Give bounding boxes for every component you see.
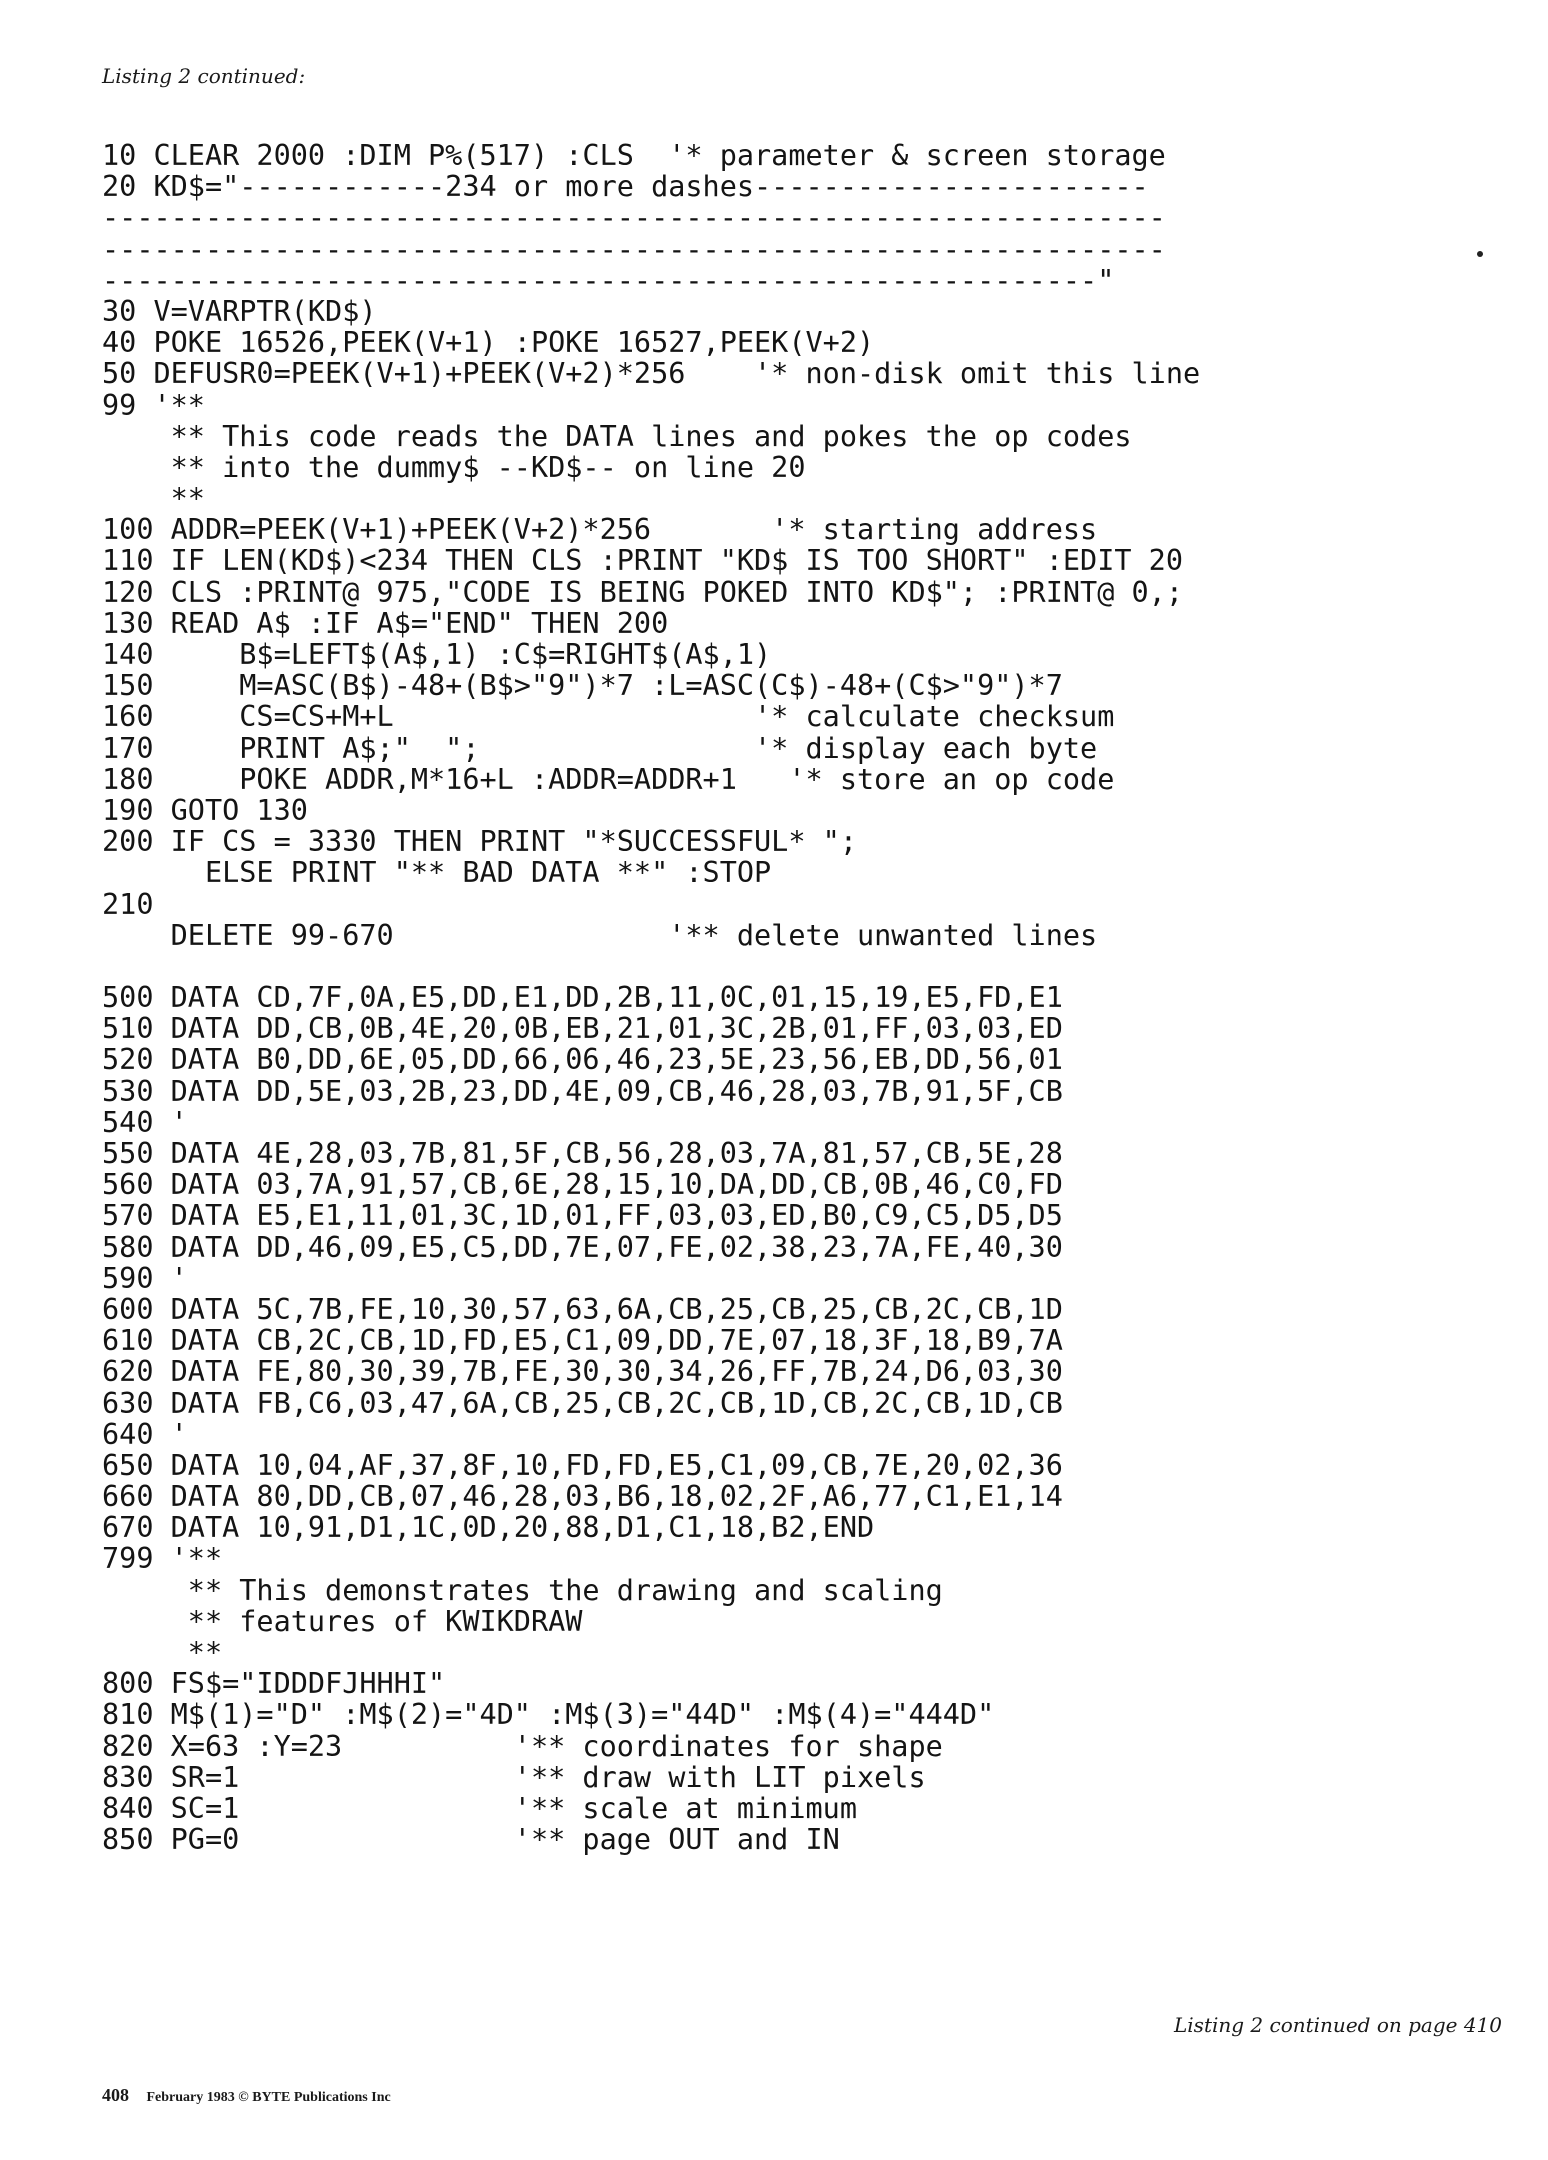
code-line: 810 M$(1)="D" :M$(2)="4D" :M$(3)="44D" :M$(4)="444D"	[102, 1698, 995, 1732]
code-line: 640 '	[102, 1417, 188, 1451]
code-line: 670 DATA 10,91,D1,1C,0D,20,88,D1,C1,18,B2,END	[102, 1511, 875, 1545]
code-line: 30 V=VARPTR(KD$)	[102, 294, 377, 328]
code-line: 100 ADDR=PEEK(V+1)+PEEK(V+2)*256 '* starting address	[102, 513, 1098, 547]
code-line: 799 '**	[102, 1542, 223, 1576]
code-line: --------------------------------------------------------------	[102, 232, 1166, 266]
code-line: 20 KD$="------------234 or more dashes-----------------------	[102, 170, 1149, 204]
page-number: 408	[102, 2085, 129, 2105]
code-line: 210	[102, 887, 154, 921]
code-line: 830 SR=1 '** draw with LIT pixels	[102, 1760, 926, 1794]
code-line: 630 DATA FB,C6,03,47,6A,CB,25,CB,2C,CB,1D,CB,2C,CB,1D,CB	[102, 1386, 1063, 1420]
code-line: 600 DATA 5C,7B,FE,10,30,57,63,6A,CB,25,CB,25,CB,2C,CB,1D	[102, 1292, 1063, 1326]
code-line: 10 CLEAR 2000 :DIM P%(517) :CLS '* parameter & screen storage	[102, 139, 1166, 172]
code-line: **	[102, 482, 205, 516]
code-line	[102, 951, 1522, 982]
code-line: 150 M=ASC(B$)-48+(B$>"9")*7 :L=ASC(C$)-48+(C$>"9")*7	[102, 669, 1063, 703]
page-footer	[102, 2085, 391, 2106]
code-line: 500 DATA CD,7F,0A,E5,DD,E1,DD,2B,11,0C,01,15,19,E5,FD,E1	[102, 981, 1063, 1015]
code-line: 820 X=63 :Y=23 '** coordinates for shape	[102, 1729, 943, 1763]
code-line: 540 '	[102, 1105, 188, 1139]
code-line: 660 DATA 80,DD,CB,07,46,28,03,B6,18,02,2F,A6,77,C1,E1,14	[102, 1480, 1063, 1514]
code-line: 50 DEFUSR0=PEEK(V+1)+PEEK(V+2)*256 '* non-disk omit this line	[102, 357, 1201, 391]
code-line: 620 DATA FE,80,30,39,7B,FE,30,30,34,26,FF,7B,24,D6,03,30	[102, 1355, 1063, 1389]
code-line: ----------------------------------------------------------"	[102, 263, 1115, 297]
code-line: 99 '**	[102, 388, 205, 422]
code-line: **	[102, 1636, 223, 1669]
code-line: 110 IF LEN(KD$)<234 THEN CLS :PRINT "KD$ IS TOO SHORT" :EDIT 20	[102, 544, 1183, 578]
code-line: 610 DATA CB,2C,CB,1D,FD,E5,C1,09,DD,7E,07,18,3F,18,B9,7A	[102, 1324, 1063, 1358]
code-line: 170 PRINT A$;" "; '* display each byte	[102, 731, 1098, 765]
code-line: 590 '	[102, 1261, 188, 1295]
code-line: 160 CS=CS+M+L '* calculate checksum	[102, 700, 1115, 734]
code-line: 200 IF CS = 3330 THEN PRINT "*SUCCESSFUL* ";	[102, 825, 857, 859]
code-line: 510 DATA DD,CB,0B,4E,20,0B,EB,21,01,3C,2B,01,FF,03,03,ED	[102, 1012, 1063, 1046]
code-line: ** This code reads the DATA lines and pokes the op codes	[102, 419, 1132, 453]
code-line: 550 DATA 4E,28,03,7B,81,5F,CB,56,28,03,7A,81,57,CB,5E,28	[102, 1137, 1063, 1170]
listing-continued-caption: Listing 2 continued on page 410	[1174, 2013, 1502, 2037]
code-line: 570 DATA E5,E1,11,01,3C,1D,01,FF,03,03,ED,B0,C9,C5,D5,D5	[102, 1199, 1063, 1233]
code-line: 120 CLS :PRINT@ 975,"CODE IS BEING POKED INTO KD$"; :PRINT@ 0,;	[102, 575, 1183, 609]
code-line: 840 SC=1 '** scale at minimum	[102, 1791, 857, 1825]
code-line: 140 B$=LEFT$(A$,1) :C$=RIGHT$(A$,1)	[102, 638, 772, 671]
code-line: 130 READ A$ :IF A$="END" THEN 200	[102, 606, 669, 640]
code-line: 180 POKE ADDR,M*16+L :ADDR=ADDR+1 '* store an op code	[102, 762, 1115, 796]
code-line: 520 DATA B0,DD,6E,05,DD,66,06,46,23,5E,23,56,EB,DD,56,01	[102, 1043, 1063, 1077]
code-line: ** into the dummy$ --KD$-- on line 20	[102, 450, 806, 484]
code-line: ELSE PRINT "** BAD DATA **" :STOP	[102, 856, 772, 890]
code-line: 650 DATA 10,04,AF,37,8F,10,FD,FD,E5,C1,09,CB,7E,20,02,36	[102, 1448, 1063, 1482]
code-line: 40 POKE 16526,PEEK(V+1) :POKE 16527,PEEK(V+2)	[102, 326, 875, 360]
print-speck	[1477, 251, 1483, 257]
code-line: 850 PG=0 '** page OUT and IN	[102, 1823, 840, 1857]
code-line: 530 DATA DD,5E,03,2B,23,DD,4E,09,CB,46,28,03,7B,91,5F,CB	[102, 1074, 1063, 1108]
code-line: 580 DATA DD,46,09,E5,C5,DD,7E,07,FE,02,38,23,7A,FE,40,30	[102, 1230, 1063, 1264]
code-listing	[102, 140, 1522, 1855]
code-line: DELETE 99-670 '** delete unwanted lines	[102, 918, 1098, 952]
code-line: ** features of KWIKDRAW	[102, 1604, 583, 1638]
code-line: 190 GOTO 130	[102, 793, 308, 827]
code-line: 560 DATA 03,7A,91,57,CB,6E,28,15,10,DA,DD,CB,0B,46,C0,FD	[102, 1168, 1063, 1202]
listing-caption-top: Listing 2 continued:	[102, 64, 306, 88]
code-line: 800 FS$="IDDDFJHHHI"	[102, 1667, 446, 1701]
code-line: ** This demonstrates the drawing and scaling	[102, 1573, 943, 1607]
code-line: --------------------------------------------------------------	[102, 201, 1166, 235]
footer-publication: February 1983 © BYTE Publications Inc	[146, 2090, 391, 2105]
